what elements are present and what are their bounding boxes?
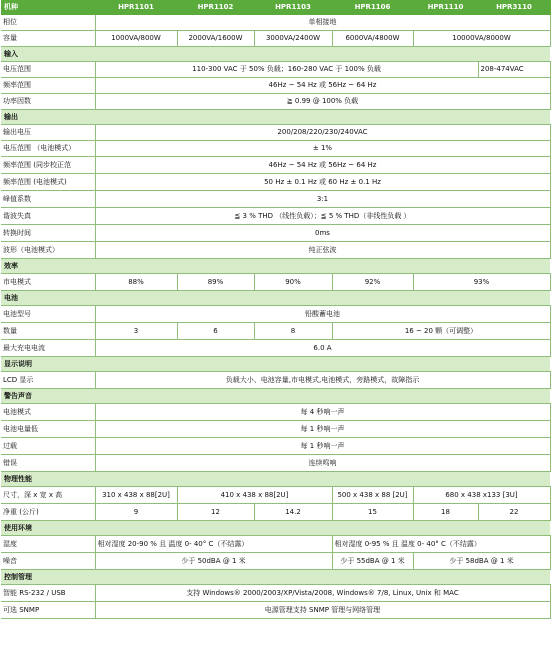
table-row [1,536,550,553]
row-value: 负载大小、电池容量,市电模式,电池模式，旁路模式，故障指示 [95,372,550,389]
row-value: 电源管理支持 SNMP 管理与网络管理 [95,602,550,619]
row-label: 电池电量低 [1,421,95,438]
row-label: 电池模式 [1,404,95,421]
row-label: 谐波失真 [1,208,95,225]
row-label: 电池型号 [1,306,95,323]
table-row [1,372,550,389]
header-row [1,1,550,15]
row-label: 电压范围 [1,62,95,78]
table-row [1,125,550,141]
row-label: 错误 [1,455,95,472]
section-title: 显示说明 [1,357,550,372]
row-label: 智能 RS-232 / USB [1,585,95,602]
row-value: 10000VA/8000W [413,31,550,47]
spec-table [1,0,551,619]
table-row [1,487,550,504]
table-row [1,94,550,110]
table-row [1,15,550,31]
section-title: 使用环境 [1,521,550,536]
row-label: 相位 [1,15,95,31]
row-value: 3 [95,323,177,340]
section-header [1,291,550,306]
table-row [1,455,550,472]
row-label: 电压范围 （电池模式） [1,141,95,157]
row-value: 3:1 [95,191,550,208]
row-label: LCD 显示 [1,372,95,389]
row-value: 相对湿度 20-90 % 且 温度 0- 40° C（不结露） [95,536,332,553]
table-row [1,553,550,570]
table-row [1,191,550,208]
row-value: 每 1 秒响一声 [95,438,550,455]
table-row [1,208,550,225]
row-value: 22 [478,504,550,521]
section-title: 输入 [1,47,550,62]
row-label: 过载 [1,438,95,455]
model-name: HPR3110 [478,1,550,15]
row-value: 少于 58dBA @ 1 米 [413,553,550,570]
section-header [1,47,550,62]
row-value: 每 4 秒响一声 [95,404,550,421]
row-label: 频率范围 (同步校正范 [1,157,95,174]
row-value: 15 [332,504,413,521]
row-label: 频率范围 [1,78,95,94]
table-row [1,421,550,438]
row-value: 每 1 秒响一声 [95,421,550,438]
row-value: 500 x 438 x 88 [2U] [332,487,413,504]
row-label: 频率范围 (电池模式) [1,174,95,191]
row-value: 46Hz ~ 54 Hz 或 56Hz ~ 64 Hz [95,78,550,94]
row-label: 市电模式 [1,274,95,291]
row-value: 少于 55dBA @ 1 米 [332,553,413,570]
row-value: 6.0 A [95,340,550,357]
row-value: 支持 Windows® 2000/2003/XP/Vista/2008, Windows® 7/8, Linux, Unix 和 MAC [95,585,550,602]
row-value: 铅酸蓄电池 [95,306,550,323]
section-title: 控制管理 [1,570,550,585]
row-value: 9 [95,504,177,521]
section-header [1,110,550,125]
row-value: 6 [177,323,254,340]
section-header [1,357,550,372]
row-value: 纯正弦波 [95,242,550,259]
row-label: 数量 [1,323,95,340]
table-row [1,602,550,619]
section-header [1,259,550,274]
row-value: 410 x 438 x 88[2U] [177,487,332,504]
row-value: 1000VA/800W [95,31,177,47]
row-label: 最大充电电流 [1,340,95,357]
row-value: 少于 50dBA @ 1 米 [95,553,332,570]
row-value: 46Hz ~ 54 Hz 或 56Hz ~ 64 Hz [95,157,550,174]
model-name: HPR1103 [254,1,332,15]
table-row [1,306,550,323]
table-row [1,340,550,357]
row-value: 200/208/220/230/240VAC [95,125,550,141]
row-value: 14.2 [254,504,332,521]
section-header [1,389,550,404]
model-name: HPR1106 [332,1,413,15]
row-label: 可选 SNMP [1,602,95,619]
row-label: 净重 (公斤) [1,504,95,521]
table-row [1,78,550,94]
table-row [1,323,550,340]
table-row [1,504,550,521]
section-title: 物理性能 [1,472,550,487]
row-value: 8 [254,323,332,340]
table-row [1,438,550,455]
model-name: HPR1101 [95,1,177,15]
section-title: 输出 [1,110,550,125]
row-value: 6000VA/4800W [332,31,413,47]
table-row [1,157,550,174]
section-title: 警告声音 [1,389,550,404]
section-header [1,570,550,585]
row-value: 3000VA/2400W [254,31,332,47]
table-row [1,242,550,259]
row-value: 89% [177,274,254,291]
row-value: 680 x 438 x133 [3U] [413,487,550,504]
row-value: 93% [413,274,550,291]
row-value: 90% [254,274,332,291]
row-value: 18 [413,504,478,521]
row-label: 转换时间 [1,225,95,242]
row-value: 单相接地 [95,15,550,31]
table-row [1,585,550,602]
section-title: 效率 [1,259,550,274]
table-row [1,404,550,421]
model-name: HPR1102 [177,1,254,15]
row-value: ≦ 3 % THD （线性负载）；≦ 5 % THD（非线性负载 ） [95,208,550,225]
row-value: 连续鸣响 [95,455,550,472]
row-label: 湿度 [1,536,95,553]
row-label: 尺寸，深 x 宽 x 高 [1,487,95,504]
row-label: 容量 [1,31,95,47]
row-label: 噪音 [1,553,95,570]
table-row [1,174,550,191]
row-value: 208-474VAC [478,62,550,78]
row-label: 输出电压 [1,125,95,141]
row-value: ≧ 0.99 @ 100% 负载 [95,94,550,110]
row-label: 波形（电池模式） [1,242,95,259]
row-value: 88% [95,274,177,291]
row-value: 16 ~ 20 颗（可调整） [332,323,550,340]
row-label: 功率因数 [1,94,95,110]
table-row [1,141,550,157]
table-row [1,31,550,47]
table-row [1,274,550,291]
row-value: 12 [177,504,254,521]
row-value: ± 1% [95,141,550,157]
row-value: 2000VA/1600W [177,31,254,47]
row-value: 92% [332,274,413,291]
row-value: 50 Hz ± 0.1 Hz 或 60 Hz ± 0.1 Hz [95,174,550,191]
model-name: HPR1110 [413,1,478,15]
table-row [1,225,550,242]
row-label: 峰值系数 [1,191,95,208]
row-value: 110-300 VAC 于 50% 负载；160-280 VAC 于 100% 负载 [95,62,478,78]
row-value: 310 x 438 x 88[2U] [95,487,177,504]
table-row [1,62,550,78]
row-value: 相对湿度 0-95 % 且 温度 0- 40° C（不结露） [332,536,550,553]
section-header [1,472,550,487]
section-header [1,521,550,536]
header-label: 机种 [1,1,95,15]
section-title: 电池 [1,291,550,306]
row-value: 0ms [95,225,550,242]
